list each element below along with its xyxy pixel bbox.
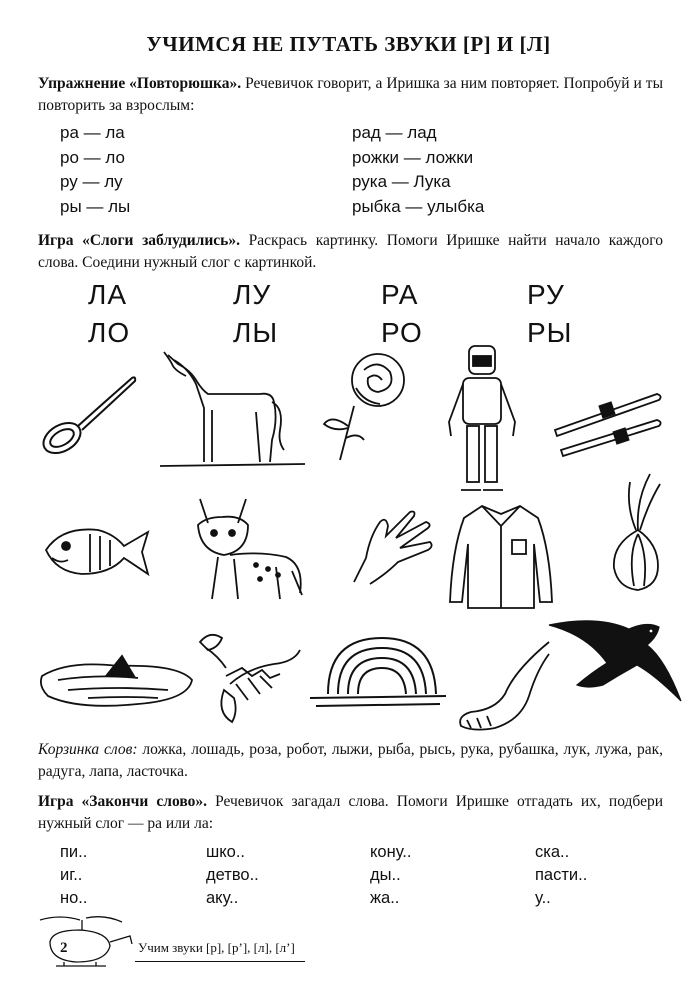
word-fragment[interactable]: кону.. [370,843,412,861]
rose-picture[interactable] [320,348,415,463]
exercise3-text: Речевичок загадал слова. Помоги Иришке отгадать их, подбери нужный слог — ра или ла: [38,793,663,832]
syllable: ЛУ [233,279,272,310]
syllable: РО [381,317,423,348]
word-fragment[interactable]: жа.. [370,889,400,907]
lynx-picture[interactable] [190,495,310,605]
syllable: ЛО [88,317,131,348]
syllable-group-la [88,276,130,352]
word-fragment[interactable]: ска.. [535,843,570,861]
paw-picture[interactable] [455,640,550,732]
helicopter-icon [30,912,135,972]
word-pairs-list [352,121,484,219]
syllable-pairs-list [60,121,130,219]
word-fragment[interactable]: иг.. [60,866,83,884]
word-fragment[interactable]: у.. [535,889,551,907]
syllable: РА [381,279,419,310]
hand-picture[interactable] [350,502,435,587]
word-fragment[interactable]: шко.. [206,843,245,861]
page-title: УЧИМСЯ НЕ ПУТАТЬ ЗВУКИ [Р] И [Л] [146,32,551,56]
footer-divider [135,961,305,962]
word-column-1 [60,841,87,910]
exercise2-text: Раскрась картинку. Помоги Иришке найти начало каждого слова. Соедини нужный слог с картинкой. [38,232,663,271]
fish-picture[interactable] [42,520,152,582]
word-fragment[interactable]: но.. [60,889,88,907]
pair-item: ру — лу [60,172,123,191]
puddle-picture[interactable] [38,650,196,715]
word-fragment[interactable]: аку.. [206,889,239,907]
footer-title: Учим звуки [р], [р’], [л], [л’] [138,940,295,955]
exercise2-heading: Игра «Слоги заблудились». [38,232,240,249]
pair-item: рука — Лука [352,172,451,191]
exercise3-heading: Игра «Закончи слово». [38,793,207,810]
pair-item: рожки — ложки [352,147,474,167]
swallow-picture[interactable] [547,615,685,710]
word-column-2 [206,841,259,910]
spoon-picture[interactable] [40,372,140,457]
syllable-group-ra [381,276,423,352]
syllable: РУ [527,279,565,310]
syllable: ЛЫ [233,317,279,348]
exercise1-instructions [38,73,663,117]
word-fragment[interactable]: ды.. [370,866,401,884]
pair-item: ры — лы [60,196,131,216]
syllable: ЛА [88,279,128,310]
word-fragment[interactable]: пасти.. [535,866,588,884]
syllable-group-ru [527,276,572,352]
word-column-3 [370,841,411,910]
basket-words: ложка, лошадь, роза, робот, лыжи, рыба, рысь, рука, рубашка, лук, лужа, рак, радуга, лапа, ласточка. [38,741,663,780]
pair-item: рыбка — улыбка [352,196,485,216]
skis-picture[interactable] [553,390,663,460]
pair-item: ро — ло [60,147,125,167]
word-basket [38,739,663,783]
exercise3-instructions [38,791,663,835]
pair-item: ра — ла [60,123,125,142]
word-fragment[interactable]: пи.. [60,843,88,861]
shirt-picture[interactable] [446,500,556,612]
exercise1-text: Речевичок говорит, а Иришка за ним повторяет. Попробуй и ты повторить за взрослым: [38,75,663,114]
page-number: 2 [60,940,68,956]
rainbow-picture[interactable] [308,632,448,714]
basket-label: Корзинка слов: [38,741,138,758]
pair-item: рад — лад [352,123,437,142]
word-column-4 [535,841,587,910]
horse-picture[interactable] [160,350,305,470]
exercise1-heading: Упражнение «Повторюшка». [38,75,242,92]
exercise2-instructions [38,230,663,274]
robot-picture[interactable] [443,344,521,496]
syllable: РЫ [527,317,573,348]
syllable-group-lu [233,276,278,352]
word-fragment[interactable]: детво.. [206,866,259,884]
crayfish-picture[interactable] [196,628,306,726]
onion-picture[interactable] [608,470,663,595]
